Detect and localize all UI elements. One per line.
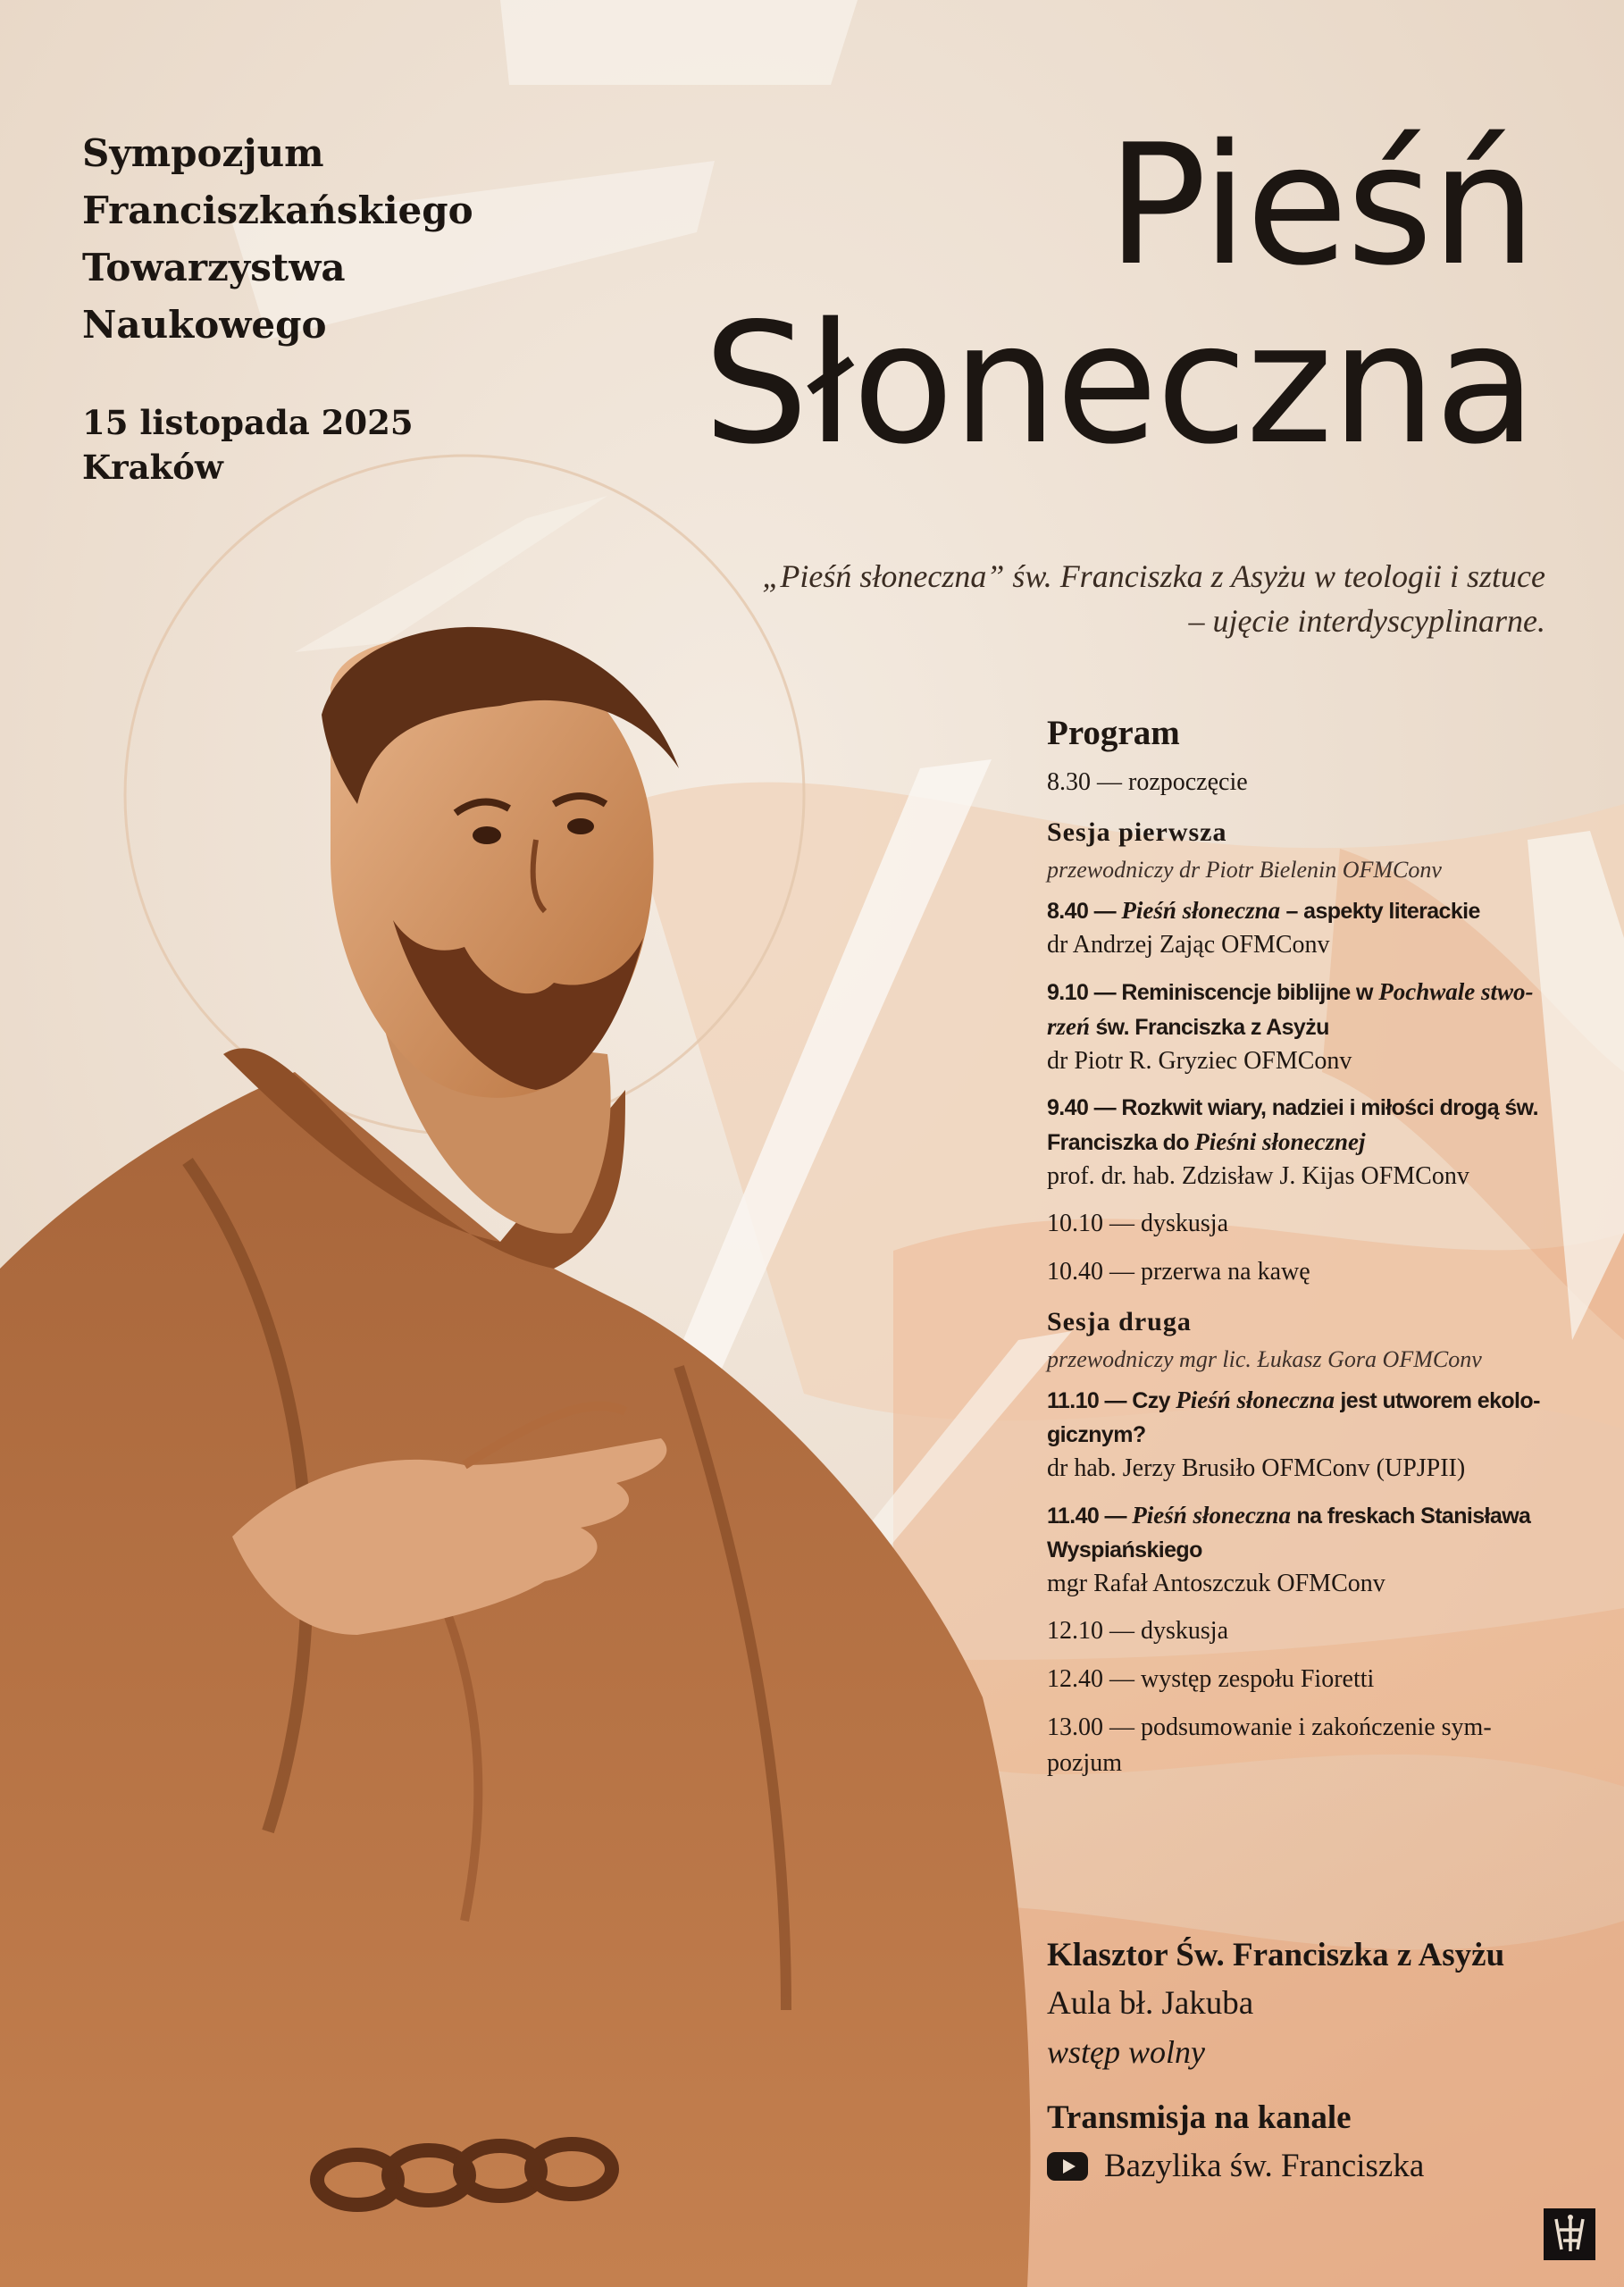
session-1-chair: przewodniczy dr Piotr Bielenin OFMConv [1047, 857, 1442, 883]
organizer-line-2: Franciszkańskiego [82, 188, 473, 232]
stream-label: Transmisja na kanale [1047, 2099, 1352, 2136]
talk-title-italic: Pieśń słoneczna [1121, 897, 1281, 924]
talk-title-text: Reminiscencje biblijne w [1121, 980, 1379, 1005]
talk-title [1047, 1498, 1556, 1567]
subtitle-line-1: „Pieśń słoneczna” św. Franciszka z Asyżu w teologii i sztuce [762, 558, 1545, 594]
event-date: 15 listopada 2025 [82, 403, 414, 442]
talk-item [1047, 1498, 1556, 1601]
session-2-title: Sesja druga [1047, 1307, 1192, 1336]
talk-speaker: dr Andrzej Zając OFMConv [1047, 931, 1330, 959]
venue-block [1047, 1931, 1504, 2191]
talk-title-text: na freskach Stanisława Wyspiańskiego [1047, 1504, 1531, 1562]
talk-title [1047, 893, 1556, 928]
talk-time: 11.10 — [1047, 1388, 1133, 1413]
talk-title-text: Czy [1132, 1388, 1176, 1413]
session-2-discussion: 12.10 — dyskusja [1047, 1617, 1228, 1645]
session-2-chair: przewodniczy mgr lic. Łukasz Gora OFMConv [1047, 1346, 1482, 1372]
entry-note: wstęp wolny [1047, 2034, 1205, 2070]
event-city: Kraków [82, 448, 223, 487]
talk-title-text: jest utworem ekolo-gicznym? [1047, 1388, 1540, 1447]
talk-speaker: prof. dr. hab. Zdzisław J. Kijas OFMConv [1047, 1162, 1469, 1190]
program-opening: 8.30 — rozpoczęcie [1047, 768, 1248, 796]
event-date-block [82, 400, 414, 490]
title-line-2: Słoneczna [703, 287, 1535, 481]
program-section [1047, 711, 1556, 1794]
coffee-break: 10.40 — przerwa na kawę [1047, 1258, 1310, 1286]
talk-speaker: dr Piotr R. Gryziec OFMConv [1047, 1047, 1352, 1075]
program-heading: Program [1047, 714, 1180, 752]
talk-title-italic: Pochwale stwo-rzeń [1047, 978, 1534, 1040]
title-line-1: Pieśń [1107, 108, 1535, 302]
talk-title-italic: Pieśni słonecznej [1194, 1128, 1366, 1155]
organizer-block [82, 125, 473, 354]
talk-item [1047, 975, 1556, 1078]
channel-name: Bazylika św. Franciszka [1104, 2148, 1425, 2184]
organizer-line-1: Sympozjum [82, 131, 324, 175]
talk-item [1047, 893, 1556, 962]
talk-title-text: – aspekty literackie [1280, 899, 1480, 924]
organizer-line-4: Naukowego [82, 303, 327, 347]
talk-title [1047, 1383, 1556, 1452]
talk-speaker: dr hab. Jerzy Brusiło OFMConv (UPJPII) [1047, 1454, 1466, 1482]
talk-item [1047, 1091, 1556, 1194]
franciscan-logo [1544, 2208, 1595, 2260]
talk-title-text: Rozkwit wiary, nadziei i miłości drogą św. Franciszka do [1047, 1095, 1538, 1155]
talk-time: 9.40 — [1047, 1095, 1122, 1120]
talk-time: 11.40 — [1047, 1504, 1133, 1529]
talk-title-italic: Pieśń słoneczna [1176, 1386, 1335, 1413]
performance: 12.40 — występ zespołu Fioretti [1047, 1665, 1375, 1693]
channel-link[interactable] [1047, 2142, 1504, 2191]
subtitle-line-2: – ujęcie interdyscyplinarne. [1188, 603, 1545, 639]
closing: 13.00 — podsumowanie i zakończenie sym-pozjum [1047, 1713, 1492, 1777]
talk-time: 9.10 — [1047, 980, 1122, 1005]
talk-item [1047, 1383, 1556, 1486]
session-1-title: Sesja pierwsza [1047, 817, 1227, 847]
venue-hall: Aula bł. Jakuba [1047, 1985, 1254, 2022]
youtube-icon [1047, 2152, 1088, 2181]
organizer-line-3: Towarzystwa [82, 246, 346, 289]
talk-title [1047, 1091, 1556, 1160]
talk-title [1047, 975, 1556, 1044]
talk-time: 8.40 — [1047, 899, 1122, 924]
poster-subtitle [652, 554, 1545, 643]
venue-place: Klasztor Św. Franciszka z Asyżu [1047, 1937, 1505, 1973]
session-1-discussion: 10.10 — dyskusja [1047, 1210, 1228, 1237]
poster-title [703, 108, 1535, 481]
talk-title-text: św. Franciszka z Asyżu [1090, 1015, 1329, 1040]
talk-speaker: mgr Rafał Antoszczuk OFMConv [1047, 1570, 1385, 1597]
talk-title-italic: Pieśń słoneczna [1132, 1502, 1292, 1529]
